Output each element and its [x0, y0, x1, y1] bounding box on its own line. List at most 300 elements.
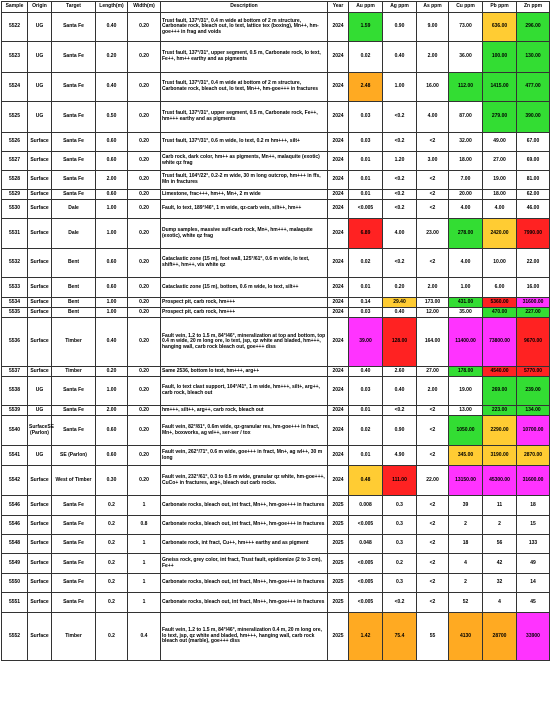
- cell-length: 2.00: [96, 171, 128, 190]
- cell-zn: 296.00: [517, 13, 550, 42]
- cell-as: <2: [417, 249, 449, 278]
- cell-year: 2024: [328, 278, 349, 298]
- cell-pb: 11: [483, 496, 517, 516]
- cell-width: 0.20: [128, 152, 161, 171]
- header-target: Target: [52, 2, 96, 13]
- cell-au: <0.005: [349, 516, 383, 535]
- cell-pb: 636.00: [483, 13, 517, 42]
- cell-origin: Surface: [28, 466, 52, 496]
- table-row: [2, 133, 550, 152]
- cell-as: 164.00: [417, 318, 449, 367]
- cell-zn: 67.00: [517, 133, 550, 152]
- cell-year: 2025: [328, 613, 349, 661]
- header-length: Length(m): [96, 2, 128, 13]
- header-pb: Pb ppm: [483, 2, 517, 13]
- cell-width: 0.20: [128, 298, 161, 308]
- cell-ag: 0.3: [383, 574, 417, 593]
- cell-length: 0.40: [96, 318, 128, 367]
- cell-cu: 18.00: [449, 152, 483, 171]
- cell-au: 0.03: [349, 377, 383, 406]
- cell-pb: 2420.00: [483, 219, 517, 249]
- cell-description: Cataclastic zone (15 m), foot wall, 125°/61°, 0.6 m wide, lo text, shift++, hm++, vis white qz: [161, 249, 328, 278]
- cell-as: 23.00: [417, 219, 449, 249]
- cell-length: 2.00: [96, 406, 128, 416]
- cell-au: 0.03: [349, 133, 383, 152]
- cell-target: Santa Fe: [52, 102, 96, 133]
- cell-as: <2: [417, 416, 449, 446]
- cell-cu: 178.00: [449, 367, 483, 377]
- cell-cu: 18: [449, 535, 483, 554]
- cell-as: 27.00: [417, 367, 449, 377]
- cell-width: 0.20: [128, 249, 161, 278]
- cell-width: 0.20: [128, 416, 161, 446]
- cell-length: 0.60: [96, 152, 128, 171]
- header-origin: Origin: [28, 2, 52, 13]
- cell-target: Bent: [52, 308, 96, 318]
- cell-zn: 9670.00: [517, 318, 550, 367]
- table-row: [2, 466, 550, 496]
- cell-ag: 128.00: [383, 318, 417, 367]
- table-row: [2, 249, 550, 278]
- cell-cu: 345.00: [449, 446, 483, 466]
- cell-length: 0.2: [96, 613, 128, 661]
- cell-origin: Surface: [28, 574, 52, 593]
- cell-length: 1.00: [96, 219, 128, 249]
- cell-year: 2024: [328, 133, 349, 152]
- cell-sample: 5552: [2, 613, 28, 661]
- cell-width: 0.20: [128, 133, 161, 152]
- cell-sample: 5539: [2, 406, 28, 416]
- cell-target: Santa Fe: [52, 496, 96, 516]
- cell-sample: 5524: [2, 73, 28, 102]
- cell-description: Fault vein, 232°/61°, 0.3 to 0.5 m wide, granular qz white, hm-goe+++, CuCo+ in fractures, arg+, bleach out carb rocks.: [161, 466, 328, 496]
- cell-zn: 227.00: [517, 308, 550, 318]
- cell-pb: 19.00: [483, 171, 517, 190]
- cell-as: <2: [417, 535, 449, 554]
- table-row: [2, 377, 550, 406]
- cell-pb: 73800.00: [483, 318, 517, 367]
- cell-year: 2024: [328, 102, 349, 133]
- cell-as: <2: [417, 446, 449, 466]
- cell-length: 1.00: [96, 298, 128, 308]
- cell-description: Carbonate rocks, bleach out, int fract, Mn++, hm-goe+++ in fractures: [161, 516, 328, 535]
- header-width: Width(m): [128, 2, 161, 13]
- cell-length: 0.60: [96, 133, 128, 152]
- table-row: [2, 416, 550, 446]
- cell-sample: 5548: [2, 535, 28, 554]
- cell-width: 0.20: [128, 13, 161, 42]
- cell-origin: Surface: [28, 249, 52, 278]
- cell-pb: 2: [483, 516, 517, 535]
- header-au: Au ppm: [349, 2, 383, 13]
- cell-sample: 5531: [2, 219, 28, 249]
- cell-sample: 5549: [2, 554, 28, 574]
- cell-ag: 4.90: [383, 446, 417, 466]
- cell-year: 2024: [328, 367, 349, 377]
- cell-width: 1: [128, 574, 161, 593]
- cell-ag: <0.2: [383, 249, 417, 278]
- assay-table: [1, 1, 550, 661]
- cell-description: Carbonate rocks, bleach out, int fract, Mn++, hm-goe+++ in fractures: [161, 574, 328, 593]
- cell-au: 0.03: [349, 102, 383, 133]
- cell-cu: 4130: [449, 613, 483, 661]
- cell-description: hm+++, silt++, arg++, carb rock, bleach out: [161, 406, 328, 416]
- cell-target: Santa Fe: [52, 593, 96, 613]
- cell-as: <2: [417, 200, 449, 219]
- cell-au: 0.40: [349, 367, 383, 377]
- cell-target: Timber: [52, 613, 96, 661]
- cell-target: Bent: [52, 278, 96, 298]
- cell-ag: 0.3: [383, 496, 417, 516]
- table-header-row: [2, 2, 550, 13]
- cell-pb: 4: [483, 593, 517, 613]
- cell-au: 0.02: [349, 416, 383, 446]
- cell-target: Santa Fe: [52, 190, 96, 200]
- cell-target: Bent: [52, 298, 96, 308]
- cell-cu: 11400.00: [449, 318, 483, 367]
- cell-origin: Surface: [28, 133, 52, 152]
- cell-description: Gneiss rock, grey color, int fract, Trust fault, epidiomize (2 to 3 cm), Fe++: [161, 554, 328, 574]
- cell-pb: 49.00: [483, 133, 517, 152]
- cell-au: 0.14: [349, 298, 383, 308]
- cell-origin: Surface: [28, 554, 52, 574]
- cell-pb: 100.00: [483, 42, 517, 73]
- cell-origin: Surface: [28, 613, 52, 661]
- cell-origin: Surface: [28, 298, 52, 308]
- cell-zn: 239.00: [517, 377, 550, 406]
- cell-length: 0.2: [96, 516, 128, 535]
- cell-year: 2024: [328, 466, 349, 496]
- table-row: [2, 102, 550, 133]
- cell-target: Santa Fe: [52, 535, 96, 554]
- cell-width: 0.20: [128, 200, 161, 219]
- cell-width: 0.20: [128, 367, 161, 377]
- cell-year: 2024: [328, 416, 349, 446]
- cell-cu: 20.00: [449, 190, 483, 200]
- cell-year: 2025: [328, 593, 349, 613]
- cell-au: 1.42: [349, 613, 383, 661]
- cell-au: 0.48: [349, 466, 383, 496]
- cell-cu: 52: [449, 593, 483, 613]
- table-row: [2, 190, 550, 200]
- cell-target: Santa Fe: [52, 171, 96, 190]
- cell-au: 0.01: [349, 278, 383, 298]
- cell-pb: 18.00: [483, 190, 517, 200]
- cell-sample: 5534: [2, 298, 28, 308]
- cell-sample: 5546: [2, 496, 28, 516]
- header-sample: Sample: [2, 2, 28, 13]
- cell-origin: Surface: [28, 219, 52, 249]
- cell-width: 0.20: [128, 73, 161, 102]
- cell-zn: 5770.00: [517, 367, 550, 377]
- cell-zn: 390.00: [517, 102, 550, 133]
- cell-ag: 4.00: [383, 219, 417, 249]
- cell-au: 0.02: [349, 249, 383, 278]
- cell-length: 0.60: [96, 446, 128, 466]
- cell-year: 2024: [328, 308, 349, 318]
- cell-pb: 1415.00: [483, 73, 517, 102]
- cell-width: 0.20: [128, 466, 161, 496]
- cell-origin: UG: [28, 42, 52, 73]
- cell-width: 1: [128, 535, 161, 554]
- cell-origin: Surface: [28, 516, 52, 535]
- table-row: [2, 200, 550, 219]
- cell-pb: 3190.00: [483, 446, 517, 466]
- cell-target: Santa Fe: [52, 13, 96, 42]
- cell-ag: 111.00: [383, 466, 417, 496]
- cell-ag: 0.90: [383, 13, 417, 42]
- cell-zn: 31600.00: [517, 466, 550, 496]
- cell-sample: 5523: [2, 42, 28, 73]
- cell-description: Trust fault, 137°/31°, upper segment, 0.5 m, Carbonate rock, Fe++, hm+++ earthy and as pigments: [161, 102, 328, 133]
- cell-width: 0.20: [128, 278, 161, 298]
- table-row: [2, 535, 550, 554]
- cell-cu: 2: [449, 574, 483, 593]
- cell-zn: 7990.00: [517, 219, 550, 249]
- cell-target: Santa Fe: [52, 574, 96, 593]
- cell-as: <2: [417, 516, 449, 535]
- table-row: [2, 613, 550, 661]
- header-year: Year: [328, 2, 349, 13]
- cell-ag: <0.2: [383, 406, 417, 416]
- cell-year: 2024: [328, 249, 349, 278]
- cell-ag: 75.4: [383, 613, 417, 661]
- cell-width: 1: [128, 496, 161, 516]
- cell-origin: Surface: [28, 308, 52, 318]
- cell-length: 0.30: [96, 466, 128, 496]
- cell-length: 0.60: [96, 416, 128, 446]
- cell-sample: 5538: [2, 377, 28, 406]
- cell-au: 0.01: [349, 406, 383, 416]
- cell-sample: 5535: [2, 308, 28, 318]
- cell-year: 2024: [328, 13, 349, 42]
- table-row: [2, 574, 550, 593]
- cell-pb: 2290.00: [483, 416, 517, 446]
- cell-ag: 1.20: [383, 152, 417, 171]
- cell-sample: 5526: [2, 133, 28, 152]
- cell-cu: 2: [449, 516, 483, 535]
- cell-pb: 56: [483, 535, 517, 554]
- cell-sample: 5550: [2, 574, 28, 593]
- cell-zn: 134.00: [517, 406, 550, 416]
- cell-zn: 81.00: [517, 171, 550, 190]
- cell-zn: 62.00: [517, 190, 550, 200]
- cell-zn: 18: [517, 496, 550, 516]
- cell-width: 0.20: [128, 42, 161, 73]
- cell-sample: 5542: [2, 466, 28, 496]
- cell-description: Fault, lo text clast support, 104°/41°, 1 m wide, hm+++, silt+, arg++, carb rock, bleach out: [161, 377, 328, 406]
- cell-au: 0.02: [349, 42, 383, 73]
- table-row: [2, 516, 550, 535]
- cell-cu: 4.00: [449, 249, 483, 278]
- cell-ag: 0.90: [383, 416, 417, 446]
- cell-width: 1: [128, 554, 161, 574]
- cell-as: 22.00: [417, 466, 449, 496]
- cell-as: <2: [417, 406, 449, 416]
- table-row: [2, 367, 550, 377]
- cell-target: Santa Fe: [52, 377, 96, 406]
- cell-length: 0.60: [96, 190, 128, 200]
- cell-au: 0.01: [349, 152, 383, 171]
- cell-pb: 42: [483, 554, 517, 574]
- cell-as: 9.00: [417, 13, 449, 42]
- cell-length: 0.2: [96, 574, 128, 593]
- cell-target: Santa Fe: [52, 42, 96, 73]
- table-row: [2, 406, 550, 416]
- cell-year: 2024: [328, 219, 349, 249]
- cell-length: 0.20: [96, 367, 128, 377]
- cell-year: 2025: [328, 535, 349, 554]
- cell-cu: 13150.00: [449, 466, 483, 496]
- cell-zn: 31600.00: [517, 298, 550, 308]
- cell-target: Timber: [52, 318, 96, 367]
- cell-au: 0.03: [349, 308, 383, 318]
- cell-cu: 39: [449, 496, 483, 516]
- cell-description: Trust fault, 137°/31°, upper segment, 0.5 m, Carbonate rock, lo text, Fe++, hm++ earthy and as pigments: [161, 42, 328, 73]
- cell-zn: 22.00: [517, 249, 550, 278]
- cell-width: 0.20: [128, 190, 161, 200]
- cell-length: 1.00: [96, 377, 128, 406]
- cell-year: 2025: [328, 554, 349, 574]
- cell-year: 2024: [328, 73, 349, 102]
- cell-zn: 69.00: [517, 152, 550, 171]
- cell-ag: <0.2: [383, 200, 417, 219]
- table-row: [2, 219, 550, 249]
- cell-length: 0.40: [96, 13, 128, 42]
- cell-year: 2024: [328, 200, 349, 219]
- cell-description: Trust fault, 137°/31°, 0.4 m wide at bottom of 2 m structure, Carbonate rock, bleach out, lo text, Mn++, hm-goe+++ in fractures: [161, 73, 328, 102]
- cell-width: 0.20: [128, 406, 161, 416]
- cell-length: 0.2: [96, 535, 128, 554]
- cell-origin: Surface: [28, 535, 52, 554]
- cell-as: 173.00: [417, 298, 449, 308]
- cell-sample: 5536: [2, 318, 28, 367]
- cell-au: 0.008: [349, 496, 383, 516]
- table-row: [2, 308, 550, 318]
- cell-width: 0.8: [128, 516, 161, 535]
- table-row: [2, 593, 550, 613]
- cell-description: Fault vein, 1.2 to 1.5 m, 84°/46°, mineralization 0.4 m, 20 m long ore, lo text, jsp, qz white and bladed, hm+++, hanging wall, carb rock bleach out (marble), goe+++ diss: [161, 613, 328, 661]
- cell-cu: 112.00: [449, 73, 483, 102]
- cell-width: 0.20: [128, 219, 161, 249]
- cell-as: 2.00: [417, 278, 449, 298]
- cell-target: Santa Fe: [52, 152, 96, 171]
- table-row: [2, 42, 550, 73]
- cell-ag: 0.40: [383, 42, 417, 73]
- cell-origin: UG: [28, 102, 52, 133]
- cell-length: 1.00: [96, 308, 128, 318]
- cell-year: 2025: [328, 516, 349, 535]
- cell-target: Santa Fe: [52, 73, 96, 102]
- cell-sample: 5541: [2, 446, 28, 466]
- cell-length: 0.2: [96, 554, 128, 574]
- cell-length: 0.50: [96, 102, 128, 133]
- table-row: [2, 13, 550, 42]
- cell-as: 55: [417, 613, 449, 661]
- cell-description: Fault vein, 262°/71°, 0.6 m wide, goe+++ in fract, Mn+, ag wl++, 30 m long: [161, 446, 328, 466]
- cell-au: <0.005: [349, 200, 383, 219]
- cell-year: 2024: [328, 406, 349, 416]
- table-row: [2, 298, 550, 308]
- cell-year: 2025: [328, 574, 349, 593]
- cell-pb: 223.00: [483, 406, 517, 416]
- cell-ag: 0.2: [383, 554, 417, 574]
- cell-length: 1.00: [96, 200, 128, 219]
- cell-origin: Surface: [28, 200, 52, 219]
- cell-zn: 49: [517, 554, 550, 574]
- cell-pb: 269.00: [483, 377, 517, 406]
- cell-length: 0.2: [96, 593, 128, 613]
- cell-target: SE (Parlon): [52, 446, 96, 466]
- cell-target: Timber: [52, 367, 96, 377]
- table-row: [2, 318, 550, 367]
- cell-cu: 19.00: [449, 377, 483, 406]
- cell-pb: 32: [483, 574, 517, 593]
- cell-description: Carb rock, dark color, hm++ as pigments, Mn++, malaquite (exotic) white qz frag: [161, 152, 328, 171]
- cell-target: Santa Fe: [52, 554, 96, 574]
- cell-zn: 10700.00: [517, 416, 550, 446]
- cell-pb: 4540.00: [483, 367, 517, 377]
- cell-pb: 470.00: [483, 308, 517, 318]
- cell-year: 2024: [328, 190, 349, 200]
- table-row: [2, 152, 550, 171]
- cell-width: 0.20: [128, 102, 161, 133]
- cell-year: 2024: [328, 446, 349, 466]
- cell-sample: 5530: [2, 200, 28, 219]
- cell-description: Cataclastic zone (15 m), bottom, 0.6 m wide, lo text, silt++: [161, 278, 328, 298]
- cell-ag: 29.40: [383, 298, 417, 308]
- cell-sample: 5546: [2, 516, 28, 535]
- cell-pb: 6.00: [483, 278, 517, 298]
- cell-as: <2: [417, 190, 449, 200]
- cell-as: <2: [417, 171, 449, 190]
- cell-origin: UG: [28, 446, 52, 466]
- cell-year: 2024: [328, 377, 349, 406]
- cell-sample: 5525: [2, 102, 28, 133]
- cell-cu: 13.00: [449, 406, 483, 416]
- cell-cu: 87.00: [449, 102, 483, 133]
- cell-target: Santa Fe: [52, 406, 96, 416]
- cell-as: 2.00: [417, 42, 449, 73]
- cell-pb: 27.00: [483, 152, 517, 171]
- cell-ag: 0.3: [383, 516, 417, 535]
- cell-description: Prospect pit, carb rock, hm+++: [161, 298, 328, 308]
- cell-year: 2025: [328, 496, 349, 516]
- cell-as: <2: [417, 496, 449, 516]
- cell-ag: 0.3: [383, 535, 417, 554]
- cell-length: 0.2: [96, 496, 128, 516]
- cell-cu: 278.00: [449, 219, 483, 249]
- cell-pb: 10.00: [483, 249, 517, 278]
- cell-au: 39.00: [349, 318, 383, 367]
- cell-target: Santa Fe: [52, 133, 96, 152]
- cell-sample: 5527: [2, 152, 28, 171]
- cell-ag: 0.40: [383, 308, 417, 318]
- table-row: [2, 171, 550, 190]
- cell-ag: 0.40: [383, 377, 417, 406]
- cell-origin: UG: [28, 406, 52, 416]
- cell-origin: Surface: [28, 593, 52, 613]
- cell-cu: 7.00: [449, 171, 483, 190]
- cell-description: Limestone, frac+++, hm++, Mn+, 2 m wide: [161, 190, 328, 200]
- cell-origin: UG: [28, 377, 52, 406]
- table-row: [2, 496, 550, 516]
- cell-description: Prospect pit, carb rock, hm+++: [161, 308, 328, 318]
- cell-origin: Surface: [28, 278, 52, 298]
- cell-description: Fault vein, 1.2 to 1.5 m, 84°/46°, mineralization at top and bottom, top 0.4 m wide, 20 m long ore, lo text, jsp, qz white and bladed, hm+++, hanging wall, carb rock bleach out, goe+++ diss: [161, 318, 328, 367]
- cell-cu: 431.00: [449, 298, 483, 308]
- header-description: Description: [161, 2, 328, 13]
